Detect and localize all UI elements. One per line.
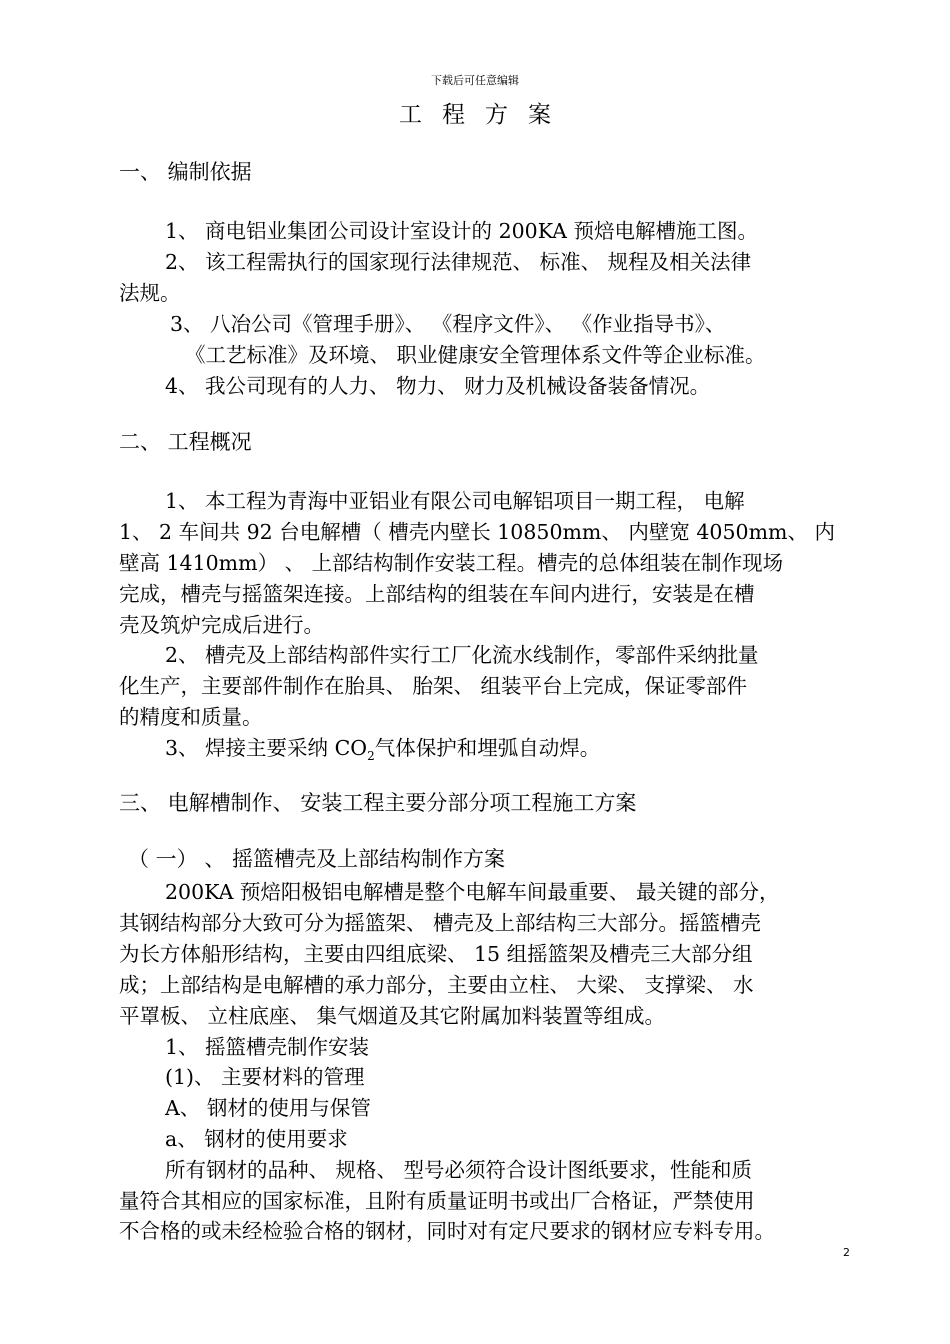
paragraph-line: 1、 商电铝业集团公司设计室设计的 200KA 预焙电解槽施工图。	[165, 219, 759, 243]
subscript-2: 2	[367, 749, 375, 764]
paragraph-line: 不合格的或未经检验合格的钢材，同时对有定尺要求的钢材应专料专用。	[119, 1219, 775, 1243]
line-text-before-subscript: 3、 焊接主要采纳 CO	[165, 736, 368, 760]
paragraph-line: 化生产，主要部件制作在胎具、 胎架、 组装平台上完成，保证零部件	[119, 674, 748, 698]
paragraph-line: 壳及筑炉完成后进行。	[119, 613, 324, 637]
paragraph-line: 法规。	[119, 281, 181, 305]
paragraph-line: a、 钢材的使用要求	[165, 1127, 348, 1151]
paragraph-line	[165, 731, 600, 763]
paragraph-line: A、 钢材的使用与保管	[165, 1096, 371, 1120]
paragraph-line: 为长方体船形结构，主要由四组底梁、 15 组摇篮架及槽壳三大部分组	[119, 942, 753, 966]
paragraph-line: 《工艺标准》及环境、 职业健康安全管理体系文件等企业标准。	[185, 343, 766, 367]
paragraph-line: 2、 槽壳及上部结构部件实行工厂化流水线制作，零部件采纳批量	[165, 643, 759, 667]
section-heading-1: 一、 编制依据	[119, 160, 252, 184]
section-heading-3: 三、 电解槽制作、 安装工程主要分部分项工程施工方案	[119, 791, 637, 815]
header-note: 下载后可任意编辑	[431, 74, 519, 87]
section-heading-2: 二、 工程概况	[119, 430, 252, 454]
page-title: 工程方案	[399, 102, 571, 128]
paragraph-line: 4、 我公司现有的人力、 物力、 财力及机械设备装备情况。	[165, 374, 711, 398]
paragraph-line: 成；上部结构是电解槽的承力部分，主要由立柱、 大梁、 支撑梁、 水	[119, 973, 754, 997]
paragraph-line: 量符合其相应的国家标准，且附有质量证明书或出厂合格证，严禁使用	[119, 1189, 755, 1213]
paragraph-line: 200KA 预焙阳极铝电解槽是整个电解车间最重要、 最关键的部分，	[165, 880, 780, 904]
paragraph-line: 3、 八冶公司《管理手册》、 《程序文件》、 《作业指导书》、	[170, 312, 726, 336]
paragraph-line: 1、 2 车间共 92 台电解槽（ 槽壳内壁长 10850mm、 内壁宽 4050mm、 内	[119, 520, 835, 544]
paragraph-line: 的精度和质量。	[119, 705, 263, 729]
subsection-heading: （ 一） 、 摇篮槽壳及上部结构制作方案	[128, 847, 506, 871]
paragraph-line: (1)、 主要材料的管理	[165, 1065, 365, 1089]
paragraph-line: 壁高 1410mm） 、 上部结构制作安装工程。槽壳的总体组装在制作现场	[119, 551, 784, 575]
paragraph-line: 所有钢材的品种、 规格、 型号必须符合设计图纸要求，性能和质	[165, 1158, 753, 1182]
paragraph-line: 完成，槽壳与摇篮架连接。上部结构的组装在车间内进行，安装是在槽	[119, 582, 755, 606]
paragraph-line: 1、 本工程为青海中亚铝业有限公司电解铝项目一期工程， 电解	[165, 489, 745, 513]
paragraph-line: 平罩板、 立柱底座、 集气烟道及其它附属加料装置等组成。	[119, 1004, 666, 1028]
paragraph-line: 2、 该工程需执行的国家现行法律规范、 标准、 规程及相关法律	[165, 250, 752, 274]
page-number: 2	[843, 1246, 850, 1259]
paragraph-line: 1、 摇篮槽壳制作安装	[165, 1035, 370, 1059]
paragraph-line: 其钢结构部分大致可分为摇篮架、 槽壳及上部结构三大部分。摇篮槽壳	[119, 911, 762, 935]
line-text-after-subscript: 气体保护和埋弧自动焊。	[374, 736, 601, 760]
